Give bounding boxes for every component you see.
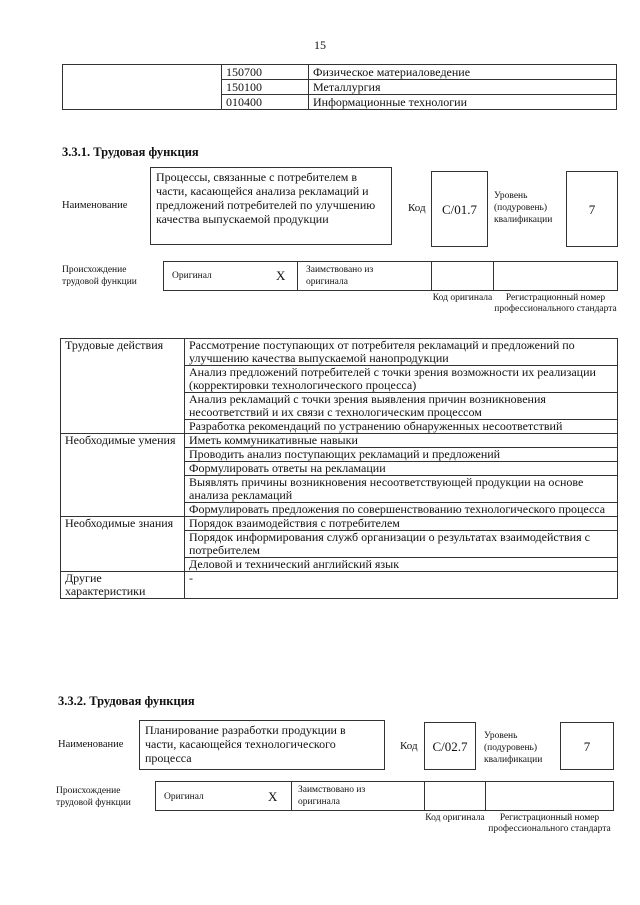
detail-cell: Рассмотрение поступающих от потребителя рекламаций и предложений по улучшению качества выпускаемой нанопродукции (185, 339, 618, 366)
name-cell: Физическое материаловедение (309, 65, 617, 80)
detail-cell: Формулировать ответы на рекламации (185, 462, 618, 476)
category-cell: Необходимые умения (61, 434, 185, 517)
origin-code-caption: Код оригинала (432, 293, 493, 303)
section-heading: 3.3.2. Трудовая функция (58, 694, 195, 708)
detail-cell: Порядок информирования служб организации о результатах взаимодействия с потребителем (185, 531, 618, 558)
detail-cell: Анализ предложений потребителей с точки зрения возможности их реализации (корректировки технологического процесса) (185, 366, 618, 393)
table-row (61, 517, 618, 531)
origin-code-box (424, 781, 486, 811)
detail-cell: Анализ рекламаций с точки зрения выявления причин возникновения несоответствий и их связи с технологическим процессом (185, 393, 618, 420)
education-codes-table (62, 64, 617, 110)
detail-cell: - (185, 572, 618, 599)
original-label: Оригинал (172, 271, 212, 281)
code-label: Код (400, 740, 418, 752)
detail-cell: Порядок взаимодействия с потребителем (185, 517, 618, 531)
original-box (163, 261, 298, 291)
original-box (155, 781, 292, 811)
table-row (61, 339, 618, 366)
section-heading: 3.3.1. Трудовая функция (62, 145, 199, 159)
name-label: Наименование (58, 739, 124, 750)
level-value-box: 7 (566, 171, 618, 247)
function-name-box: Планирование разработки продукции в части, касающейся технологического процесса (139, 720, 385, 770)
detail-cell: Формулировать предложения по совершенствованию технологического процесса (185, 503, 618, 517)
name-label: Наименование (62, 200, 128, 211)
origin-code-caption: Код оригинала (425, 813, 485, 823)
origin-code-box (431, 261, 494, 291)
detail-cell: Выявлять причины возникновения несоответствующей продукции на основе анализа рекламаций (185, 476, 618, 503)
category-cell: Другие характеристики (61, 572, 185, 599)
detail-cell: Иметь коммуникативные навыки (185, 434, 618, 448)
code-cell: 150100 (222, 80, 309, 95)
borrowed-label: Заимствовано из оригинала (298, 785, 366, 807)
category-cell: Трудовые действия (61, 339, 185, 434)
borrowed-label: Заимствовано из оригинала (306, 265, 374, 287)
detail-cell: Деловой и технический английский язык (185, 558, 618, 572)
code-cell: 150700 (222, 65, 309, 80)
function-details-table (60, 338, 618, 599)
table-row (63, 65, 617, 80)
registration-number-box (493, 261, 618, 291)
function-name-box: Процессы, связанные с потребителем в части, касающейся анализа рекламаций и предложений потребителей по улучшению качества выпускаемой продукции (150, 167, 392, 245)
registration-number-box (485, 781, 614, 811)
level-value-box: 7 (560, 722, 614, 770)
level-label: Уровень (подуровень) квалификации (494, 191, 553, 225)
borrowed-box (297, 261, 432, 291)
page-number: 15 (314, 38, 326, 52)
detail-cell: Проводить анализ поступающих рекламаций и предложений (185, 448, 618, 462)
empty-cell (63, 65, 222, 110)
code-label: Код (408, 202, 426, 214)
code-value-box: C/01.7 (431, 171, 488, 247)
detail-cell: Разработка рекомендаций по устранению обнаруженных несоответствий (185, 420, 618, 434)
original-mark: X (268, 789, 278, 804)
origin-label: Происхождение трудовой функции (56, 786, 131, 808)
registration-number-caption: Регистрационный номер профессионального стандарта (488, 813, 611, 834)
code-value-box: C/02.7 (424, 722, 476, 770)
original-label: Оригинал (164, 792, 204, 802)
name-cell: Информационные технологии (309, 95, 617, 110)
level-label: Уровень (подуровень) квалификации (484, 731, 543, 765)
category-cell: Необходимые знания (61, 517, 185, 572)
borrowed-box (291, 781, 425, 811)
registration-number-caption: Регистрационный номер профессионального стандарта (494, 293, 617, 314)
table-row (61, 572, 618, 599)
origin-label: Происхождение трудовой функции (62, 265, 137, 287)
name-cell: Металлургия (309, 80, 617, 95)
code-cell: 010400 (222, 95, 309, 110)
original-mark: X (276, 268, 286, 283)
table-row (61, 434, 618, 448)
